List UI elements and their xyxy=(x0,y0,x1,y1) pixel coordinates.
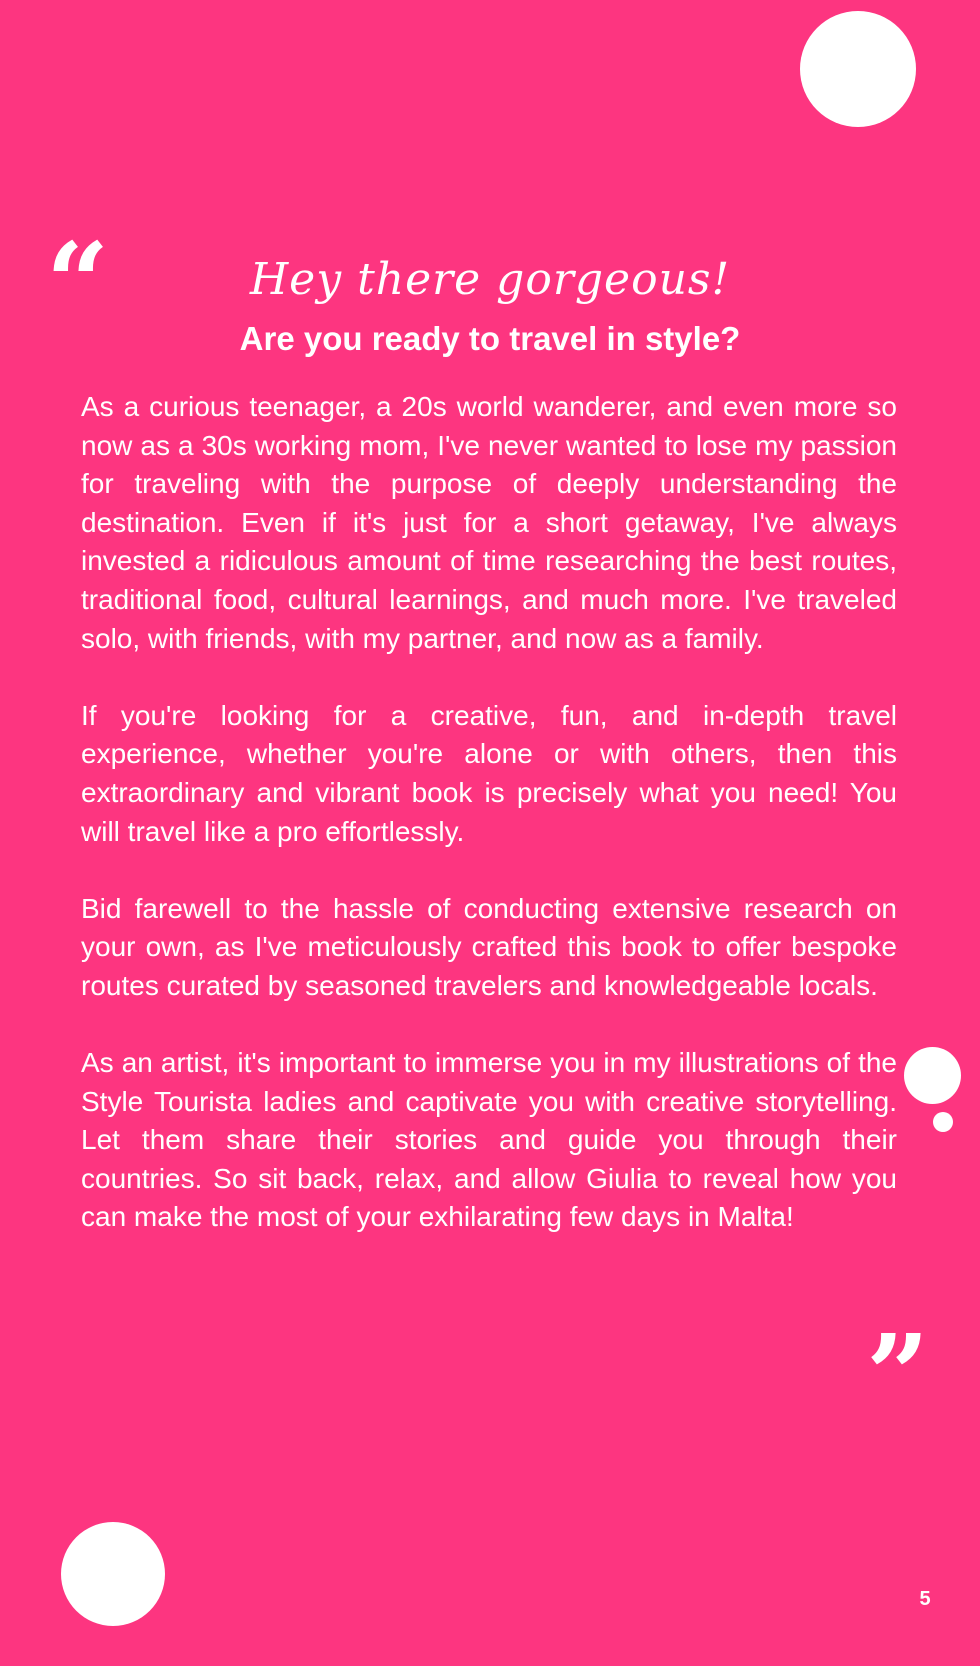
decorative-dot-mid-right xyxy=(933,1112,953,1132)
paragraph: If you're looking for a creative, fun, and in-depth travel experience, whether you're alone or with others, then this extraordinary and vibrant book is precisely what you need! You will travel like a pro effortlessly. xyxy=(81,699,897,847)
decorative-circle-top-right xyxy=(800,11,916,127)
paragraph: As an artist, it's important to immerse you in my illustrations of the Style Tourista ladies and captivate you with creative storytelling. Let them share their stories and guide you through their countries. So sit back, relax, and allow Giulia to reveal how you can make the most of your exhilarating few days in Malta! xyxy=(81,1047,897,1233)
open-quote-icon: “ xyxy=(46,218,110,347)
body-text xyxy=(81,388,897,1237)
paragraph: As a curious teenager, a 20s world wanderer, and even more so now as a 30s working mom, I've never wanted to lose my passion for traveling with the purpose of deeply understanding the destination. Even if it's just for a short getaway, I've always invested a ridiculous amount of time researching the best routes, traditional food, cultural learnings, and much more. I've traveled solo, with friends, with my partner, and now as a family. xyxy=(81,391,897,654)
subtitle-heading: Are you ready to travel in style? xyxy=(239,320,741,357)
paragraph: Bid farewell to the hassle of conducting extensive research on your own, as I've meticulously crafted this book to offer bespoke routes curated by seasoned travelers and knowledgeable locals. xyxy=(81,892,897,1001)
greeting-heading: Hey there gorgeous! xyxy=(249,254,731,305)
page-number: 5 xyxy=(919,1588,931,1610)
decorative-circle-mid-right xyxy=(904,1047,961,1104)
close-quote-icon: ” xyxy=(866,1310,930,1439)
decorative-circle-bottom-left xyxy=(61,1522,165,1626)
